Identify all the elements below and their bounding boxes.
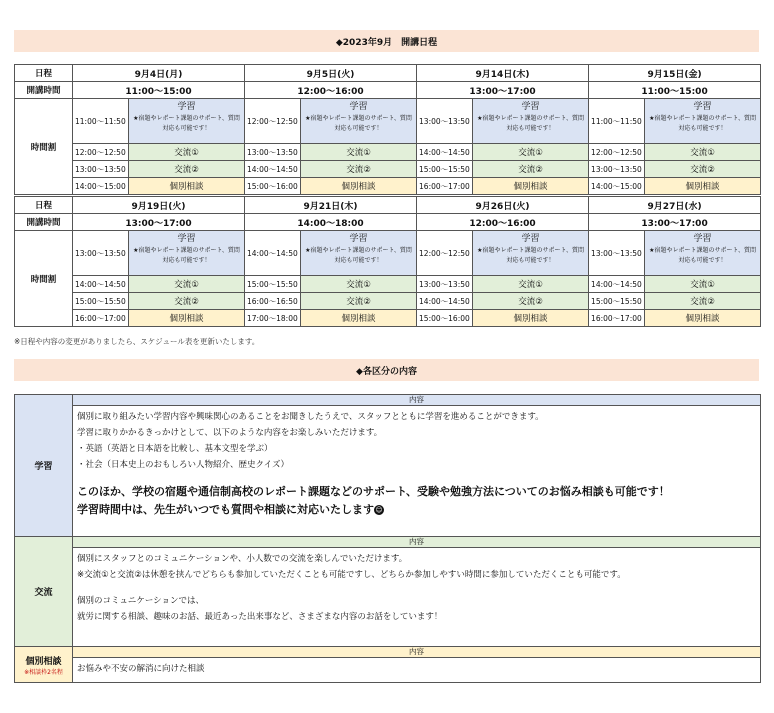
slot-time: 14:00〜15:00: [589, 178, 645, 195]
slot-time: 16:00〜16:50: [245, 293, 301, 310]
slot-time: 13:00〜13:50: [73, 161, 129, 178]
day-hours: 12:00〜16:00: [417, 214, 589, 231]
kouryu1-cell: 交流①: [473, 144, 589, 161]
schedule-table-week1: [14, 64, 761, 195]
schedule-title-banner: [14, 30, 759, 52]
study-line: ・英語（英語と日本語を比較し、基本文型を学ぶ）: [77, 444, 273, 454]
day-date: 9月15日(金): [589, 65, 761, 82]
soudan-content: [73, 658, 761, 683]
study-title: 学習: [521, 234, 540, 244]
category-label-study: 学習: [15, 395, 73, 537]
category-label-soudan: [15, 647, 73, 683]
schedule-note: ※日程や内容の変更がありましたら、スケジュール表を更新いたします。: [14, 337, 260, 346]
slot-time: 12:00〜12:50: [417, 231, 473, 276]
study-cell: [301, 99, 417, 144]
slot-time: 16:00〜17:00: [73, 310, 129, 327]
study-cell: [129, 99, 245, 144]
kouryu1-cell: 交流①: [645, 144, 761, 161]
slot-time: 12:00〜12:50: [245, 99, 301, 144]
smiley-icon: ☺: [375, 506, 383, 514]
study-note: ★宿題やレポート課題のサポート、質問対応も可能です！: [305, 247, 412, 264]
schedule-table-week2: [14, 196, 761, 327]
soudan-cell: 個別相談: [129, 178, 245, 195]
kouryu2-cell: 交流②: [129, 293, 245, 310]
slot-time: 14:00〜14:50: [245, 161, 301, 178]
timetable-label: 時間割: [15, 99, 73, 195]
kouryu2-cell: 交流②: [473, 293, 589, 310]
slot-time: 16:00〜17:00: [589, 310, 645, 327]
kouryu-line: ※交流①と交流②は休憩を挟んでどちらも参加していただくことも可能ですし、どちらか参加しやすい時間に参加していただくことも可能です。: [77, 570, 626, 580]
categories-table: [14, 394, 761, 683]
study-line: ・社会（日本史上のおもしろい人物紹介、歴史クイズ）: [77, 460, 289, 470]
kouryu1-cell: 交流①: [473, 276, 589, 293]
soudan-line: お悩みや不安の解消に向けた相談: [77, 664, 205, 674]
kouryu1-cell: 交流①: [645, 276, 761, 293]
day-date: 9月27日(水): [589, 197, 761, 214]
slot-time: 16:00〜17:00: [417, 178, 473, 195]
slot-time: 12:00〜12:50: [589, 144, 645, 161]
content-header: 内容: [73, 537, 761, 548]
kouryu1-cell: 交流①: [129, 276, 245, 293]
study-note: ★宿題やレポート課題のサポート、質問対応も可能です！: [133, 247, 240, 264]
slot-time: 12:00〜12:50: [73, 144, 129, 161]
slot-time: 14:00〜14:50: [417, 144, 473, 161]
study-content: [73, 406, 761, 537]
content-header: 内容: [73, 647, 761, 658]
slot-time: 11:00〜11:50: [589, 99, 645, 144]
timetable-label: 時間割: [15, 231, 73, 327]
date-label: 日程: [15, 65, 73, 82]
study-cell: [301, 231, 417, 276]
day-hours: 13:00〜17:00: [73, 214, 245, 231]
content-header: 内容: [73, 395, 761, 406]
day-date: 9月14日(木): [417, 65, 589, 82]
study-note: ★宿題やレポート課題のサポート、質問対応も可能です！: [477, 247, 584, 264]
day-date: 9月5日(火): [245, 65, 417, 82]
slot-time: 14:00〜14:50: [73, 276, 129, 293]
kouryu-line: 個別にスタッフとのコミュニケーションや、小人数での交流を楽しんでいただけます。: [77, 554, 408, 564]
date-label: 日程: [15, 197, 73, 214]
soudan-label: 個別相談: [25, 656, 62, 667]
study-note: ★宿題やレポート課題のサポート、質問対応も可能です！: [305, 115, 412, 132]
study-line: 学習に取りかかるきっかけとして、以下のような内容をお楽しみいただけます。: [77, 428, 383, 438]
day-hours: 14:00〜18:00: [245, 214, 417, 231]
slot-time: 15:00〜16:00: [245, 178, 301, 195]
slot-time: 13:00〜13:50: [417, 99, 473, 144]
study-title: 学習: [693, 234, 712, 244]
day-hours: 13:00〜17:00: [589, 214, 761, 231]
slot-time: 13:00〜13:50: [589, 231, 645, 276]
study-title: 学習: [177, 234, 196, 244]
study-cell: [473, 99, 589, 144]
slot-time: 13:00〜13:50: [245, 144, 301, 161]
kouryu-content: [73, 548, 761, 647]
study-line: 個別に取り組みたい学習内容や興味関心のあることをお聞きしたうえで、スタッフとともに学習を進めることができます。: [77, 412, 544, 422]
slot-time: 15:00〜15:50: [589, 293, 645, 310]
soudan-cell: 個別相談: [301, 310, 417, 327]
soudan-cell: 個別相談: [473, 310, 589, 327]
day-hours: 12:00〜16:00: [245, 82, 417, 99]
day-hours: 13:00〜17:00: [417, 82, 589, 99]
study-cell: [645, 99, 761, 144]
slot-time: 14:00〜15:00: [73, 178, 129, 195]
day-date: 9月19日(火): [73, 197, 245, 214]
soudan-cell: 個別相談: [645, 178, 761, 195]
study-note: ★宿題やレポート課題のサポート、質問対応も可能です！: [477, 115, 584, 132]
categories-title-banner: [14, 359, 759, 381]
study-title: 学習: [521, 102, 540, 112]
day-date: 9月21日(木): [245, 197, 417, 214]
slot-time: 13:00〜13:50: [417, 276, 473, 293]
study-title: 学習: [349, 234, 368, 244]
day-date: 9月26日(火): [417, 197, 589, 214]
study-bold-line: 学習時間中は、先生がいつでも質問や相談に対応いたします: [77, 503, 374, 516]
study-note: ★宿題やレポート課題のサポート、質問対応も可能です！: [649, 115, 756, 132]
day-date: 9月4日(月): [73, 65, 245, 82]
kouryu-line: 就労に関する相談、趣味のお話、最近あった出来事など、さまざまな内容のお話をしています！: [77, 612, 443, 622]
kouryu1-cell: 交流①: [129, 144, 245, 161]
categories-title: ◆各区分の内容: [356, 366, 417, 377]
kouryu1-cell: 交流①: [301, 144, 417, 161]
kouryu2-cell: 交流②: [301, 293, 417, 310]
slot-time: 13:00〜13:50: [73, 231, 129, 276]
slot-time: 13:00〜13:50: [589, 161, 645, 178]
study-title: 学習: [349, 102, 368, 112]
study-title: 学習: [693, 102, 712, 112]
study-cell: [473, 231, 589, 276]
slot-time: 15:00〜15:50: [73, 293, 129, 310]
study-note: ★宿題やレポート課題のサポート、質問対応も可能です！: [649, 247, 756, 264]
soudan-sublabel: ※相談枠2名程: [24, 668, 63, 676]
soudan-cell: 個別相談: [129, 310, 245, 327]
kouryu2-cell: 交流②: [645, 161, 761, 178]
slot-time: 15:00〜16:00: [417, 310, 473, 327]
soudan-cell: 個別相談: [645, 310, 761, 327]
study-title: 学習: [177, 102, 196, 112]
slot-time: 11:00〜11:50: [73, 99, 129, 144]
slot-time: 15:00〜15:50: [417, 161, 473, 178]
schedule-title: ◆2023年9月 開講日程: [335, 37, 438, 48]
study-note: ★宿題やレポート課題のサポート、質問対応も可能です！: [133, 115, 240, 132]
day-hours: 11:00〜15:00: [73, 82, 245, 99]
study-cell: [129, 231, 245, 276]
slot-time: 15:00〜15:50: [245, 276, 301, 293]
kouryu-line: 個別のコミュニケーションでは、: [77, 596, 204, 606]
study-cell: [645, 231, 761, 276]
study-bold-line: このほか、学校の宿題や通信制高校のレポート課題などのサポート、受験や勉強方法についてのお悩み相談も可能です！: [77, 485, 670, 498]
soudan-cell: 個別相談: [301, 178, 417, 195]
hours-label: 開講時間: [15, 214, 73, 231]
hours-label: 開講時間: [15, 82, 73, 99]
category-label-kouryu: 交流: [15, 537, 73, 647]
slot-time: 14:00〜14:50: [589, 276, 645, 293]
kouryu2-cell: 交流②: [645, 293, 761, 310]
kouryu2-cell: 交流②: [301, 161, 417, 178]
day-hours: 11:00〜15:00: [589, 82, 761, 99]
slot-time: 14:00〜14:50: [245, 231, 301, 276]
slot-time: 17:00〜18:00: [245, 310, 301, 327]
kouryu2-cell: 交流②: [473, 161, 589, 178]
kouryu2-cell: 交流②: [129, 161, 245, 178]
soudan-cell: 個別相談: [473, 178, 589, 195]
slot-time: 14:00〜14:50: [417, 293, 473, 310]
kouryu1-cell: 交流①: [301, 276, 417, 293]
